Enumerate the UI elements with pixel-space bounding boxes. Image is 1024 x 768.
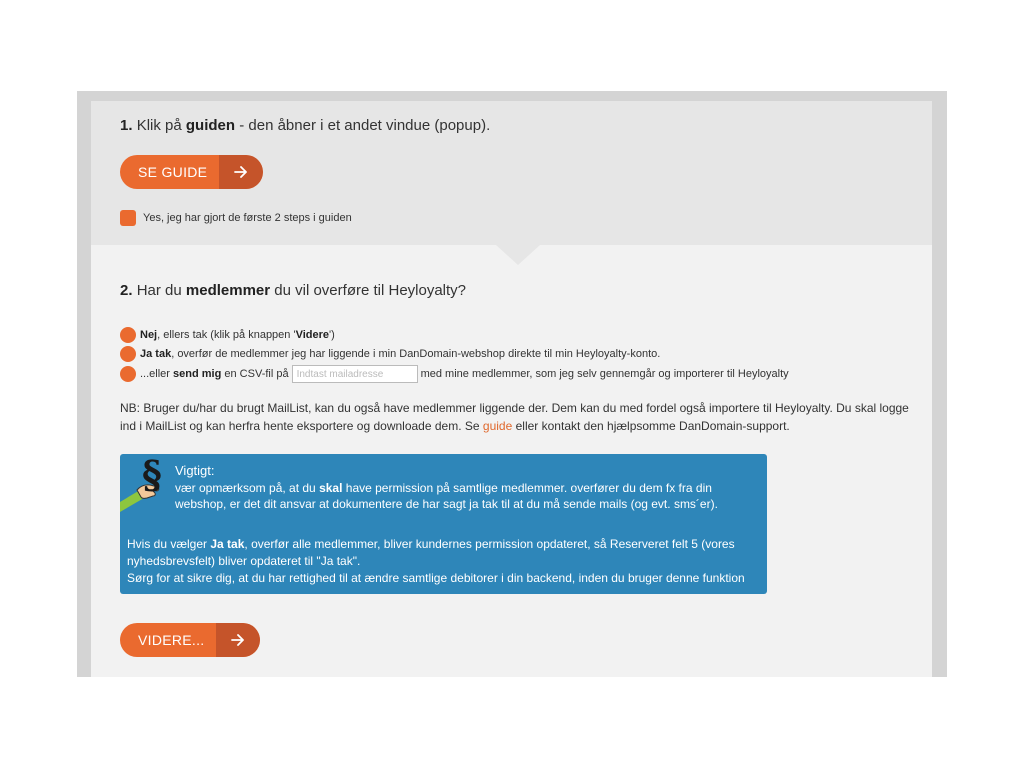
step2-number: 2. (120, 282, 133, 299)
next-button-label: VIDERE... (138, 632, 205, 648)
maillist-note (120, 399, 920, 435)
note-text-before: NB: Bruger du/har du brugt MailList, kan du også have medlemmer liggende der. Dem kan du med fordel også importere til Heyloyalty. Du skal logge ind i MailList og kan herfra hente eksportere og downloade dem. Se (120, 401, 909, 433)
option-no-text: , ellers tak (klik på knappen ' (157, 329, 296, 341)
note-text-after: eller kontakt den hjælpsomme DanDomain-support. (515, 419, 790, 433)
guide-done-row (120, 210, 352, 226)
step2-text-before: Har du (136, 282, 182, 299)
step2-bold: medlemmer (185, 282, 271, 299)
guide-done-checkbox[interactable] (120, 210, 136, 226)
step2-heading (120, 282, 466, 299)
paragraph-hand-icon (120, 454, 172, 516)
important-para2-after: , overfør alle medlemmer, bliver kundernes permission opdateret, så Reserveret felt 5 (vores nyhedsbrevsfelt) bliver opdateret til "Ja tak". (127, 537, 735, 568)
option-no-bold: Nej (140, 329, 158, 341)
see-guide-button-label: SE GUIDE (138, 164, 208, 180)
option-yes-radio[interactable] (120, 346, 136, 362)
option-yes-bold: Ja tak (140, 348, 172, 360)
important-para2-before: Hvis du vælger (127, 537, 208, 551)
arrow-right-icon (216, 623, 260, 657)
important-para2-bold: Ja tak (210, 537, 245, 551)
option-csv-radio[interactable] (120, 366, 136, 382)
step1-text-before: Klik på (136, 117, 182, 134)
arrow-right-icon (219, 155, 263, 189)
see-guide-button[interactable] (120, 155, 263, 189)
option-csv-prefix: ...eller (140, 368, 170, 380)
option-no-radio[interactable] (120, 327, 136, 343)
important-line1-bold: skal (319, 481, 343, 495)
option-csv-text: en CSV-fil på (224, 368, 289, 380)
important-title: Vigtigt: (175, 463, 215, 478)
important-line1-after: have permission på samtlige medlemmer. overfører du dem fx fra din webshop, er det dit ansvar at dokumentere de har sagt ja tak til at du må sende mails (og evt. sms´er). (175, 481, 718, 511)
important-text-2 (127, 536, 757, 587)
important-info-box (120, 454, 767, 594)
option-no-bold2: Videre (295, 329, 330, 341)
guide-link[interactable]: guide (482, 419, 513, 433)
option-no-row (120, 327, 335, 343)
option-yes-text: , overfør de medlemmer jeg har liggende i min DanDomain-webshop direkte til min Heyloyalty-konto. (171, 348, 661, 360)
next-button[interactable] (120, 623, 260, 657)
svg-text:§: § (142, 454, 162, 497)
step1-number: 1. (120, 117, 133, 134)
section-notch (496, 245, 540, 265)
option-csv-text-after: med mine medlemmer, som jeg selv gennemgår og importerer til Heyloyalty (420, 368, 789, 380)
step1-text-after: - den åbner i et andet vindue (popup). (239, 117, 491, 134)
option-yes-row (120, 346, 660, 362)
step1-heading (120, 117, 490, 134)
step1-bold: guiden (185, 117, 236, 134)
option-csv-row (120, 365, 789, 383)
outer-frame (77, 91, 947, 677)
step2-text-after: du vil overføre til Heyloyalty? (274, 282, 467, 299)
option-csv-bold: send mig (173, 368, 222, 380)
option-no-text2: ') (329, 329, 335, 341)
important-para3: Sørg for at sikre dig, at du har rettighed til at ændre samtlige debitorer i din backend, inden du bruger denne funktion (127, 571, 745, 585)
content-panel (91, 101, 932, 677)
guide-done-label: Yes, jeg har gjort de første 2 steps i guiden (143, 212, 352, 224)
step1-section (91, 101, 932, 245)
email-input[interactable] (292, 365, 418, 383)
important-line1-before: vær opmærksom på, at du (175, 481, 316, 495)
important-text-1 (175, 480, 760, 512)
